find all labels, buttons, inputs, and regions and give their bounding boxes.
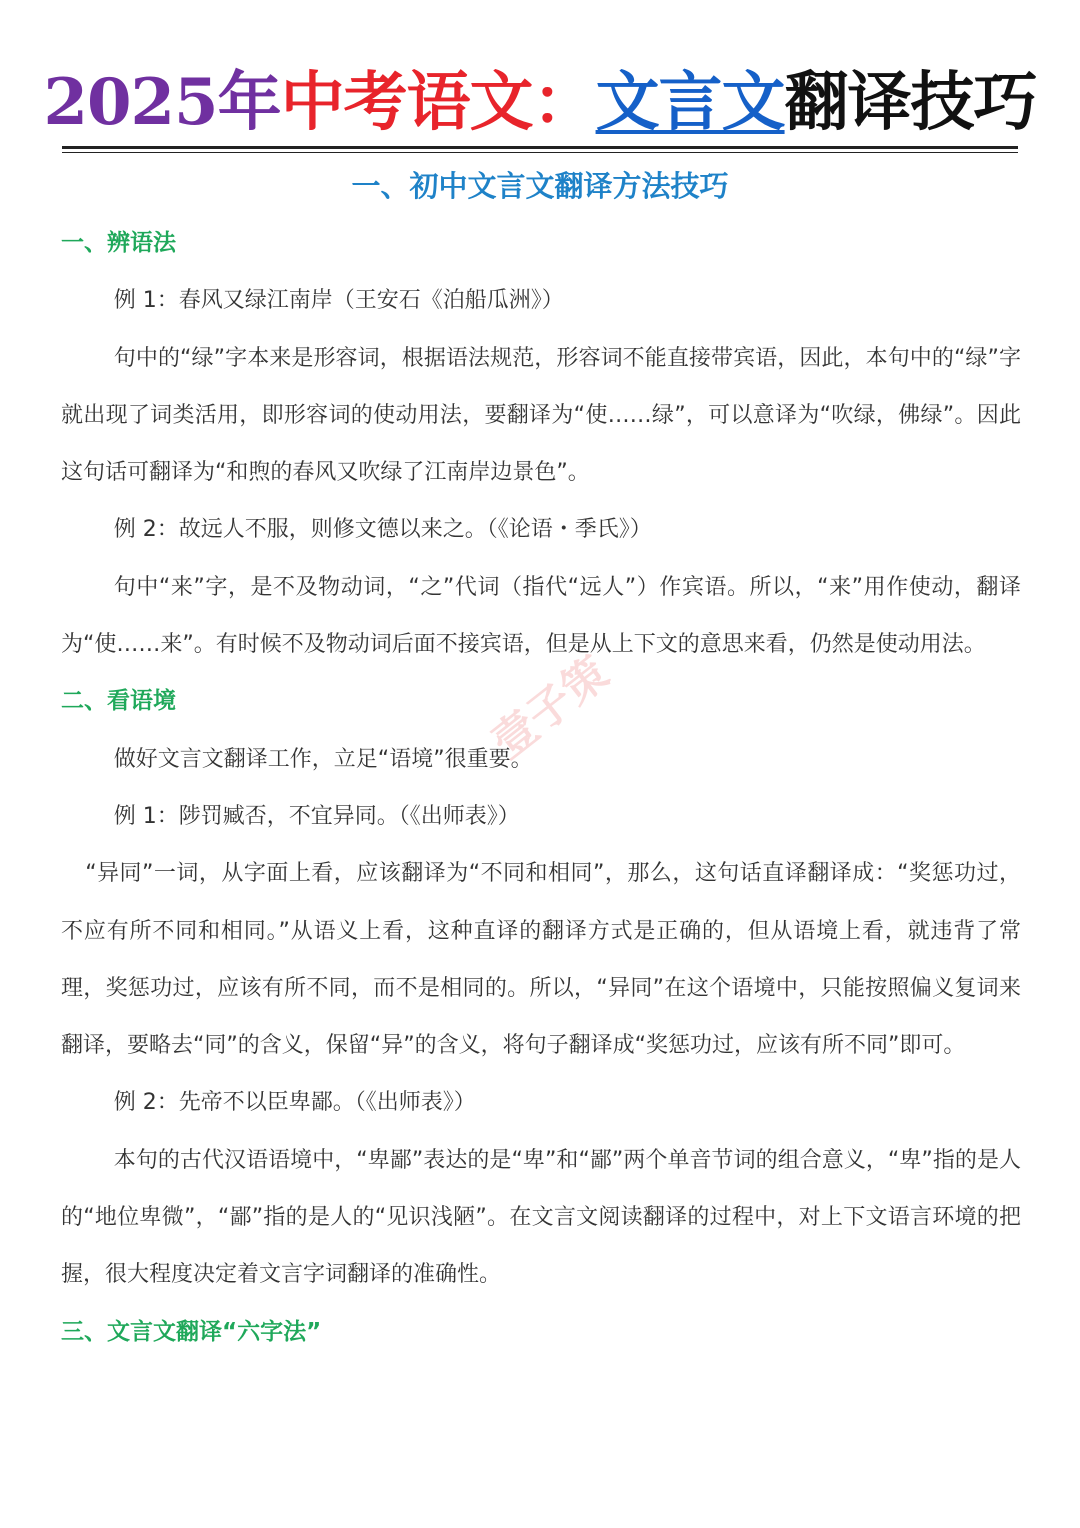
example-line: 例 2：故远人不服，则修文德以来之。（《论语・季氏》） — [113, 517, 652, 543]
paragraph: 句中的“绿”字本来是形容词，根据语法规范，形容词不能直接带宾语，因此，本句中的“绿”字就出现了词类活用，即形容词的使动用法，要翻译为“使……绿”，可以意译为“吹绿，佛绿”。因此这句话可翻译为“和煦的春风又吹绿了江南岸边景色”。 — [61, 345, 1021, 486]
example-line: 例 1：春风又绿江南岸（王安石《泊船瓜洲》） — [113, 288, 564, 314]
title-rule-thin — [62, 152, 1018, 153]
page-title — [40, 58, 1040, 148]
paragraph: 本句的古代汉语语境中，“卑鄙”表达的是“卑”和“鄙”两个单音节词的组合意义，“卑”指的是人的“地位卑微”，“鄙”指的是人的“见识浅陋”。在文言文阅读翻译的过程中，对上下文语言环境的把握，很大程度决定着文言字词翻译的准确性。 — [61, 1147, 1021, 1288]
section-heading: 一、辨语法 — [61, 230, 176, 256]
watermark-stamp: 壹子策 — [482, 647, 619, 769]
paragraph: 句中“来”字，是不及物动词，“之”代词（指代“远人”）作宾语。所以，“来”用作使动，翻译为“使……来”。有时候不及物动词后面不接宾语，但是从上下文的意思来看，仍然是使动用法。 — [61, 574, 1021, 658]
paragraph: 做好文言文翻译工作，立足“语境”很重要。 — [113, 746, 533, 772]
page-subtitle: 一、初中文言文翻译方法技巧 — [351, 169, 729, 203]
example-line: 例 2：先帝不以臣卑鄙。（《出师表》） — [113, 1090, 476, 1116]
section-heading: 二、看语境 — [61, 688, 176, 715]
title-exam: 中考语文： — [280, 65, 596, 140]
title-year: 2025年 — [43, 65, 281, 140]
document-body — [61, 215, 1021, 1361]
title-focus: 文言文 — [595, 65, 785, 140]
title-rest: 翻译技巧 — [784, 65, 1037, 140]
example-line: 例 1：陟罚臧否，不宜异同。（《出师表》） — [113, 803, 520, 829]
section-heading: 三、文言文翻译“六字法” — [61, 1318, 322, 1345]
title-rule-thick — [62, 146, 1018, 149]
paragraph: “异同”一词，从字面上看，应该翻译为“不同和相同”，那么，这句话直译翻译成：“奖惩功过，不应有所不同和相同。”从语义上看，这种直译的翻译方式是正确的，但从语境上看，就违背了常理，奖惩功过，应该有所不同，而不是相同的。所以，“异同”在这个语境中，只能按照偏义复词来翻译，要略去“同”的含义，保留“异”的含义，将句子翻译成“奖惩功过，应该有所不同”即可。 — [61, 861, 1021, 1059]
